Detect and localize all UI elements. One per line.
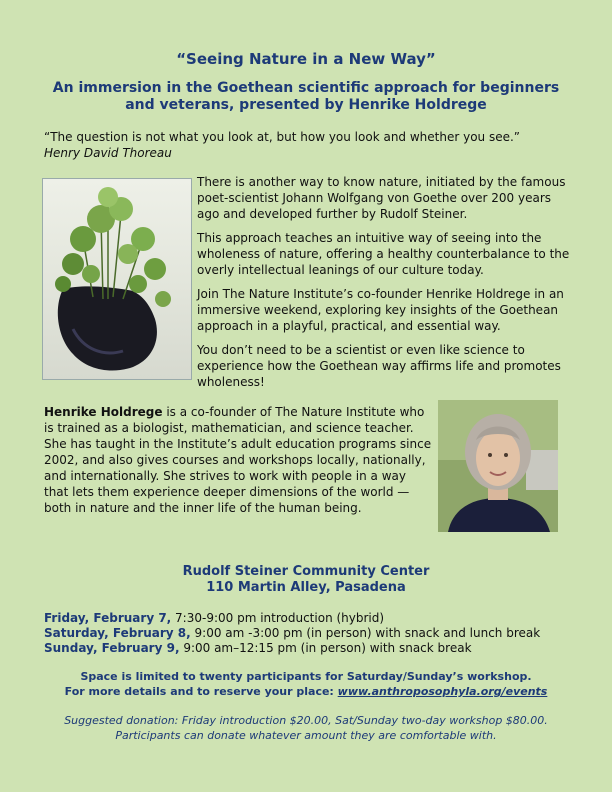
notice-line [0, 684, 612, 699]
intro-paragraph: There is another way to know nature, initiated by the famous poet-scientist Johann Wolfgang von Goethe over 200 years ago and developed further by Rudolf Steiner. [197, 175, 566, 221]
schedule-details: 9:00 am -3:00 pm (in person) with snack and lunch break [190, 626, 541, 640]
portrait-photo [438, 400, 558, 532]
schedule-day: Sunday, February 9, [44, 641, 180, 655]
schedule-item [44, 626, 584, 641]
venue-address: 110 Martin Alley, Pasadena [206, 580, 406, 595]
schedule-day: Friday, February 7, [44, 611, 172, 625]
quote-author: Henry David Thoreau [44, 146, 172, 160]
venue-block [0, 564, 612, 596]
quote-block [44, 129, 584, 161]
plant-painting-image [42, 178, 192, 380]
schedule-day: Saturday, February 8, [44, 626, 191, 640]
schedule-item [44, 641, 584, 656]
events-link[interactable]: www.anthroposophyla.org/events [337, 685, 548, 698]
notice-block [0, 669, 612, 699]
bio-name: Henrike Holdrege [44, 405, 163, 419]
notice-line: Space is limited to twenty participants for Saturday/Sunday’s workshop. [80, 670, 532, 683]
donation-line: Participants can donate whatever amount they are comfortable with. [115, 729, 497, 742]
page-subtitle: An immersion in the Goethean scientific approach for beginners and veterans, presented by Henrike Holdrege [52, 80, 560, 113]
intro-text [197, 174, 577, 398]
quote-text: “The question is not what you look at, but how you look and whether you see.” [44, 130, 521, 144]
bio-paragraph [44, 404, 434, 516]
schedule-item [44, 611, 584, 626]
venue-name: Rudolf Steiner Community Center [182, 564, 430, 579]
intro-paragraph: This approach teaches an intuitive way of seeing into the wholeness of nature, offering a healthy counterbalance to the overly intellectual leanings of our culture today. [197, 231, 570, 277]
page-title: “Seeing Nature in a New Way” [176, 50, 436, 68]
intro-paragraph: Join The Nature Institute’s co-founder Henrike Holdrege in an immersive weekend, exploring key insights of the Goethean approach in a playful, practical, and essential way. [197, 287, 564, 333]
intro-paragraph: You don’t need to be a scientist or even like science to experience how the Goethean way affirms life and promotes wholeness! [197, 343, 561, 389]
schedule-details: 7:30-9:00 pm introduction (hybrid) [171, 611, 385, 625]
schedule-list [44, 611, 584, 656]
donation-line: Suggested donation: Friday introduction $20.00, Sat/Sunday two-day workshop $80.00. [64, 714, 548, 727]
schedule-details: 9:00 am–12:15 pm (in person) with snack break [179, 641, 472, 655]
notice-prefix: For more details and to reserve your place: [64, 685, 338, 698]
bio-text: is a co-founder of The Nature Institute who is trained as a biologist, mathematician, and science teacher. She has taught in the Institute’s adult education programs since 2002, and also gives courses and workshops locally, nationally, and internationally. She strives to work with people in a way that lets them experience deeper dimensions of the world — both in nature and the inner life of the human being. [44, 405, 432, 515]
donation-block [0, 713, 612, 743]
